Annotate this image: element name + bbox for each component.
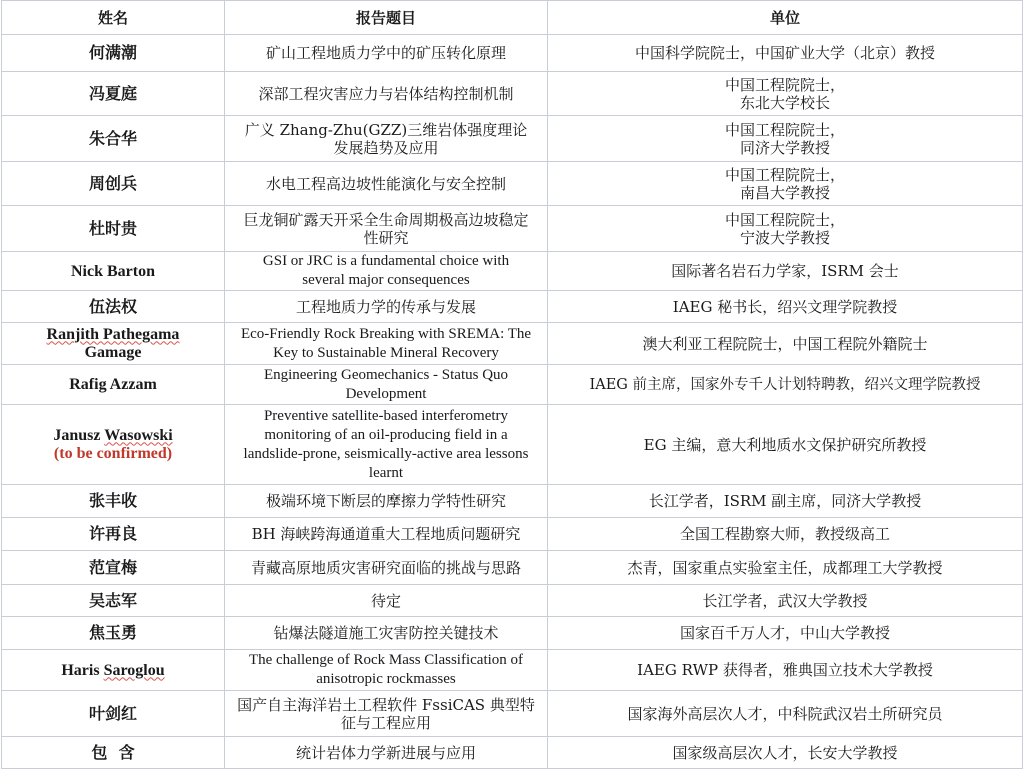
speaker-surname: Wasowski bbox=[104, 426, 173, 444]
affiliation bbox=[548, 365, 1023, 405]
report-topic: GSI or JRC is a fundamental choice with several major consequences bbox=[225, 252, 548, 291]
table-row bbox=[2, 691, 1023, 737]
report-topic: The challenge of Rock Mass Classification of anisotropic rockmasses bbox=[225, 650, 548, 691]
speaker-name: 吴志军 bbox=[2, 585, 225, 617]
affiliation bbox=[548, 485, 1023, 518]
report-topic: Engineering Geomechanics - Status Quo Development bbox=[225, 365, 548, 405]
speaker-name: 周创兵 bbox=[2, 162, 225, 206]
report-topic: Eco-Friendly Rock Breaking with SREMA: The Key to Sustainable Mineral Recovery bbox=[225, 323, 548, 365]
report-topic: Preventive satellite-based interferometry monitoring of an oil-producing field in a landslide-prone, seismically-active area lessons learnt bbox=[225, 405, 548, 485]
affiliation bbox=[548, 405, 1023, 485]
affiliation bbox=[548, 291, 1023, 323]
affiliation-line: 国家级高层次人才，长安大学教授 bbox=[672, 743, 898, 762]
header-row bbox=[2, 1, 1023, 35]
report-topic: 广义 Zhang-Zhu(GZZ)三维岩体强度理论发展趋势及应用 bbox=[225, 116, 548, 162]
table-row bbox=[2, 405, 1023, 485]
affiliation-line: 东北大学校长 bbox=[739, 93, 830, 112]
table-row bbox=[2, 650, 1023, 691]
affiliation-line: 国家百千万人才，中山大学教授 bbox=[679, 624, 890, 642]
table-row bbox=[2, 35, 1023, 72]
affiliation-line: 国家海外高层次人才，中科院武汉岩土所研究员 bbox=[627, 704, 943, 723]
affiliation-line: IAEG 秘书长，绍兴文理学院教授 bbox=[672, 297, 898, 316]
report-topic: 工程地质力学的传承与发展 bbox=[225, 291, 548, 323]
affiliation bbox=[548, 116, 1023, 162]
affiliation bbox=[548, 737, 1023, 769]
affiliation bbox=[548, 691, 1023, 737]
speaker-name bbox=[2, 405, 225, 485]
table-row bbox=[2, 585, 1023, 617]
table-row bbox=[2, 162, 1023, 206]
affiliation-line: 长江学者，武汉大学教授 bbox=[702, 591, 868, 610]
table-row bbox=[2, 291, 1023, 323]
report-topic: 钻爆法隧道施工灾害防控关键技术 bbox=[225, 617, 548, 650]
affiliation bbox=[548, 585, 1023, 617]
speaker-name: 冯夏庭 bbox=[2, 72, 225, 116]
speaker-name-line: Janusz Wasowski bbox=[53, 426, 173, 444]
report-topic: 巨龙铜矿露天开采全生命周期极高边坡稳定性研究 bbox=[225, 206, 548, 252]
report-topic: 水电工程高边坡性能演化与安全控制 bbox=[225, 162, 548, 206]
affiliation bbox=[548, 551, 1023, 585]
speaker-name: 杜时贵 bbox=[2, 206, 225, 252]
speaker-name-line: Gamage bbox=[84, 343, 142, 361]
report-topic: 深部工程灾害应力与岩体结构控制机制 bbox=[225, 72, 548, 116]
speaker-name: 张丰收 bbox=[2, 485, 225, 518]
speaker-name bbox=[2, 365, 225, 405]
report-topic: 青藏高原地质灾害研究面临的挑战与思路 bbox=[225, 551, 548, 585]
report-topic: 统计岩体力学新进展与应用 bbox=[225, 737, 548, 769]
affiliation-line: 中国工程院院士， bbox=[724, 165, 845, 184]
table-row bbox=[2, 206, 1023, 252]
report-topic: BH 海峡跨海通道重大工程地质问题研究 bbox=[225, 518, 548, 551]
affiliation-line: IAEG 前主席，国家外专千人计划特聘教，绍兴文理学院教授 bbox=[589, 376, 981, 393]
table-row bbox=[2, 252, 1023, 291]
table-row bbox=[2, 323, 1023, 365]
affiliation-line: 宁波大学教授 bbox=[739, 228, 830, 247]
header-name: 姓名 bbox=[2, 1, 225, 35]
confirmation-note: (to be confirmed) bbox=[53, 444, 173, 462]
speaker-name: 焦玉勇 bbox=[2, 617, 225, 650]
speaker-name-text: 包 含 bbox=[91, 742, 135, 762]
speaker-name: 叶剑红 bbox=[2, 691, 225, 737]
header-unit: 单位 bbox=[548, 1, 1023, 35]
affiliation-line: EG 主编，意大利地质水文保护研究所教授 bbox=[643, 435, 927, 454]
speaker-name-text: Haris Saroglou bbox=[61, 661, 165, 679]
affiliation bbox=[548, 162, 1023, 206]
affiliation bbox=[548, 72, 1023, 116]
speaker-name bbox=[2, 252, 225, 291]
table-row bbox=[2, 116, 1023, 162]
affiliation-line: 同济大学教授 bbox=[739, 138, 830, 157]
affiliation bbox=[548, 518, 1023, 551]
affiliation-line: 国际著名岩石力学家，ISRM 会士 bbox=[671, 262, 899, 280]
speaker-name: 何满潮 bbox=[2, 35, 225, 72]
affiliation-line: 中国科学院院士，中国矿业大学（北京）教授 bbox=[634, 44, 935, 62]
speaker-table bbox=[1, 0, 1023, 769]
table-row bbox=[2, 617, 1023, 650]
affiliation bbox=[548, 35, 1023, 72]
speaker-name bbox=[2, 323, 225, 365]
affiliation-line: 杰青，国家重点实验室主任，成都理工大学教授 bbox=[627, 558, 943, 577]
affiliation-line: 长江学者，ISRM 副主席，同济大学教授 bbox=[648, 492, 922, 510]
affiliation-line: 全国工程勘察大师，教授级高工 bbox=[679, 525, 890, 543]
affiliation bbox=[548, 206, 1023, 252]
table-row bbox=[2, 365, 1023, 405]
speaker-name: 伍法权 bbox=[2, 291, 225, 323]
speaker-name-text: Nick Barton bbox=[71, 262, 155, 280]
report-topic: 矿山工程地质力学中的矿压转化原理 bbox=[225, 35, 548, 72]
speaker-name-text: Rafig Azzam bbox=[69, 376, 157, 393]
affiliation bbox=[548, 323, 1023, 365]
speaker-name: 范宣梅 bbox=[2, 551, 225, 585]
affiliation bbox=[548, 617, 1023, 650]
report-topic: 国产自主海洋岩土工程软件 FssiCAS 典型特征与工程应用 bbox=[225, 691, 548, 737]
affiliation bbox=[548, 252, 1023, 291]
affiliation-line: 南昌大学教授 bbox=[739, 183, 830, 202]
affiliation bbox=[548, 650, 1023, 691]
affiliation-line: 中国工程院院士， bbox=[724, 210, 845, 229]
report-topic: 极端环境下断层的摩擦力学特性研究 bbox=[225, 485, 548, 518]
speaker-name bbox=[2, 737, 225, 769]
table-row bbox=[2, 518, 1023, 551]
report-topic: 待定 bbox=[225, 585, 548, 617]
table-row bbox=[2, 737, 1023, 769]
speaker-name-line: Ranjith Pathegama bbox=[46, 325, 180, 343]
speaker-name bbox=[2, 650, 225, 691]
affiliation-line: 中国工程院院士， bbox=[724, 120, 845, 139]
affiliation-line: IAEG RWP 获得者，雅典国立技术大学教授 bbox=[637, 661, 933, 679]
affiliation-line: 中国工程院院士， bbox=[724, 75, 845, 94]
speaker-name: 许再良 bbox=[2, 518, 225, 551]
table-row bbox=[2, 72, 1023, 116]
table-row bbox=[2, 551, 1023, 585]
speaker-name: 朱合华 bbox=[2, 116, 225, 162]
header-topic: 报告题目 bbox=[225, 1, 548, 35]
table-row bbox=[2, 485, 1023, 518]
speaker-surname: Saroglou bbox=[103, 661, 165, 679]
affiliation-line: 澳大利亚工程院院士，中国工程院外籍院士 bbox=[642, 334, 928, 353]
